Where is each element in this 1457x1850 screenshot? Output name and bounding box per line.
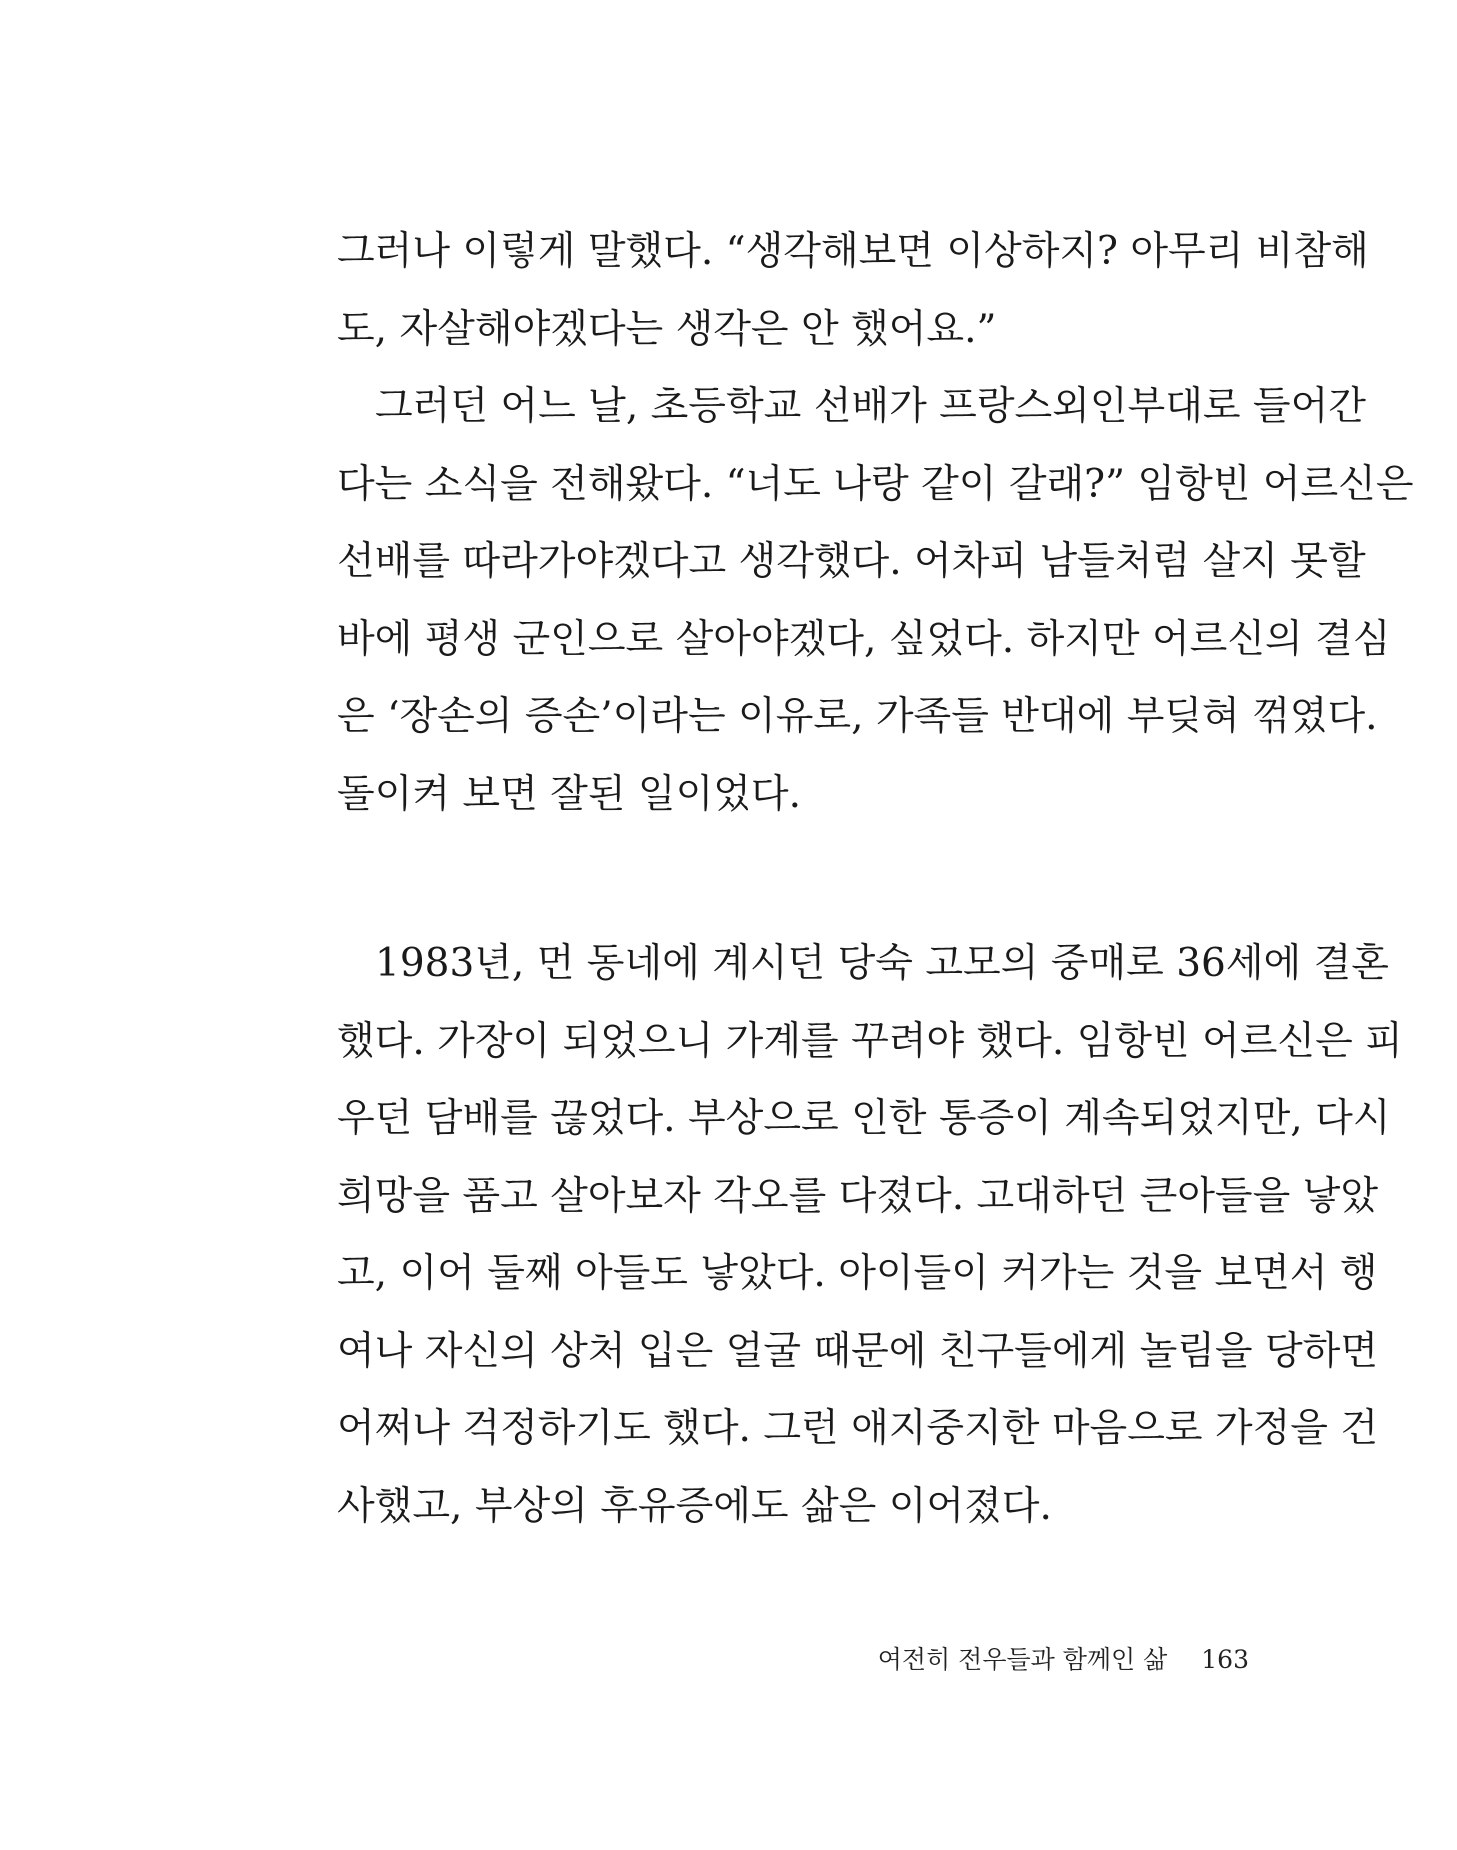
text-line: 여나 자신의 상처 입은 얼굴 때문에 친구들에게 놀림을 당하면 <box>337 1328 1379 1374</box>
page-body <box>337 213 1414 1545</box>
paragraph-3 <box>337 925 1403 1545</box>
text-line: 그러나 이렇게 말했다. “생각해보면 이상하지? 아무리 비참해 <box>337 229 1369 274</box>
paragraph-1 <box>337 213 1369 368</box>
text-line: 사했고, 부상의 후유증에도 삶은 이어졌다. <box>337 1483 1052 1529</box>
text-line: 1983년, 먼 동네에 계시던 당숙 고모의 중매로 36세에 결혼 <box>375 941 1389 986</box>
text-line: 도, 자살해야겠다는 생각은 안 했어요.” <box>337 306 997 352</box>
text-line: 했다. 가장이 되었으니 가계를 꾸려야 했다. 임항빈 어르신은 피 <box>337 1018 1403 1064</box>
paragraph-2 <box>337 368 1414 833</box>
text-line: 그러던 어느 날, 초등학교 선배가 프랑스외인부대로 들어간 <box>375 384 1366 429</box>
text-line: 은 ‘장손의 증손’이라는 이유로, 가족들 반대에 부딪혀 꺾였다. <box>337 694 1378 739</box>
text-line: 선배를 따라가야겠다고 생각했다. 어차피 남들처럼 살지 못할 <box>337 539 1366 584</box>
text-line: 고, 이어 둘째 아들도 낳았다. 아이들이 커가는 것을 보면서 행 <box>337 1251 1378 1296</box>
text-line: 희망을 품고 살아보자 각오를 다졌다. 고대하던 큰아들을 낳았 <box>337 1173 1379 1219</box>
paragraph-gap <box>337 833 1249 925</box>
text-line: 우던 담배를 끊었다. 부상으로 인한 통증이 계속되었지만, 다시 <box>337 1096 1391 1141</box>
text-line: 돌이켜 보면 잘된 일이었다. <box>337 771 802 817</box>
text-line: 바에 평생 군인으로 살아야겠다, 싶었다. 하지만 어르신의 결심 <box>337 616 1391 662</box>
text-line: 어쩌나 걱정하기도 했다. 그런 애지중지한 마음으로 가정을 건 <box>337 1406 1379 1451</box>
page-footer <box>878 1640 1249 1680</box>
text-line: 다는 소식을 전해왔다. “너도 나랑 같이 갈래?” 임항빈 어르신은 <box>337 461 1414 507</box>
page-number: 163 <box>1201 1645 1249 1674</box>
running-title: 여전히 전우들과 함께인 삶 <box>877 1645 1168 1674</box>
